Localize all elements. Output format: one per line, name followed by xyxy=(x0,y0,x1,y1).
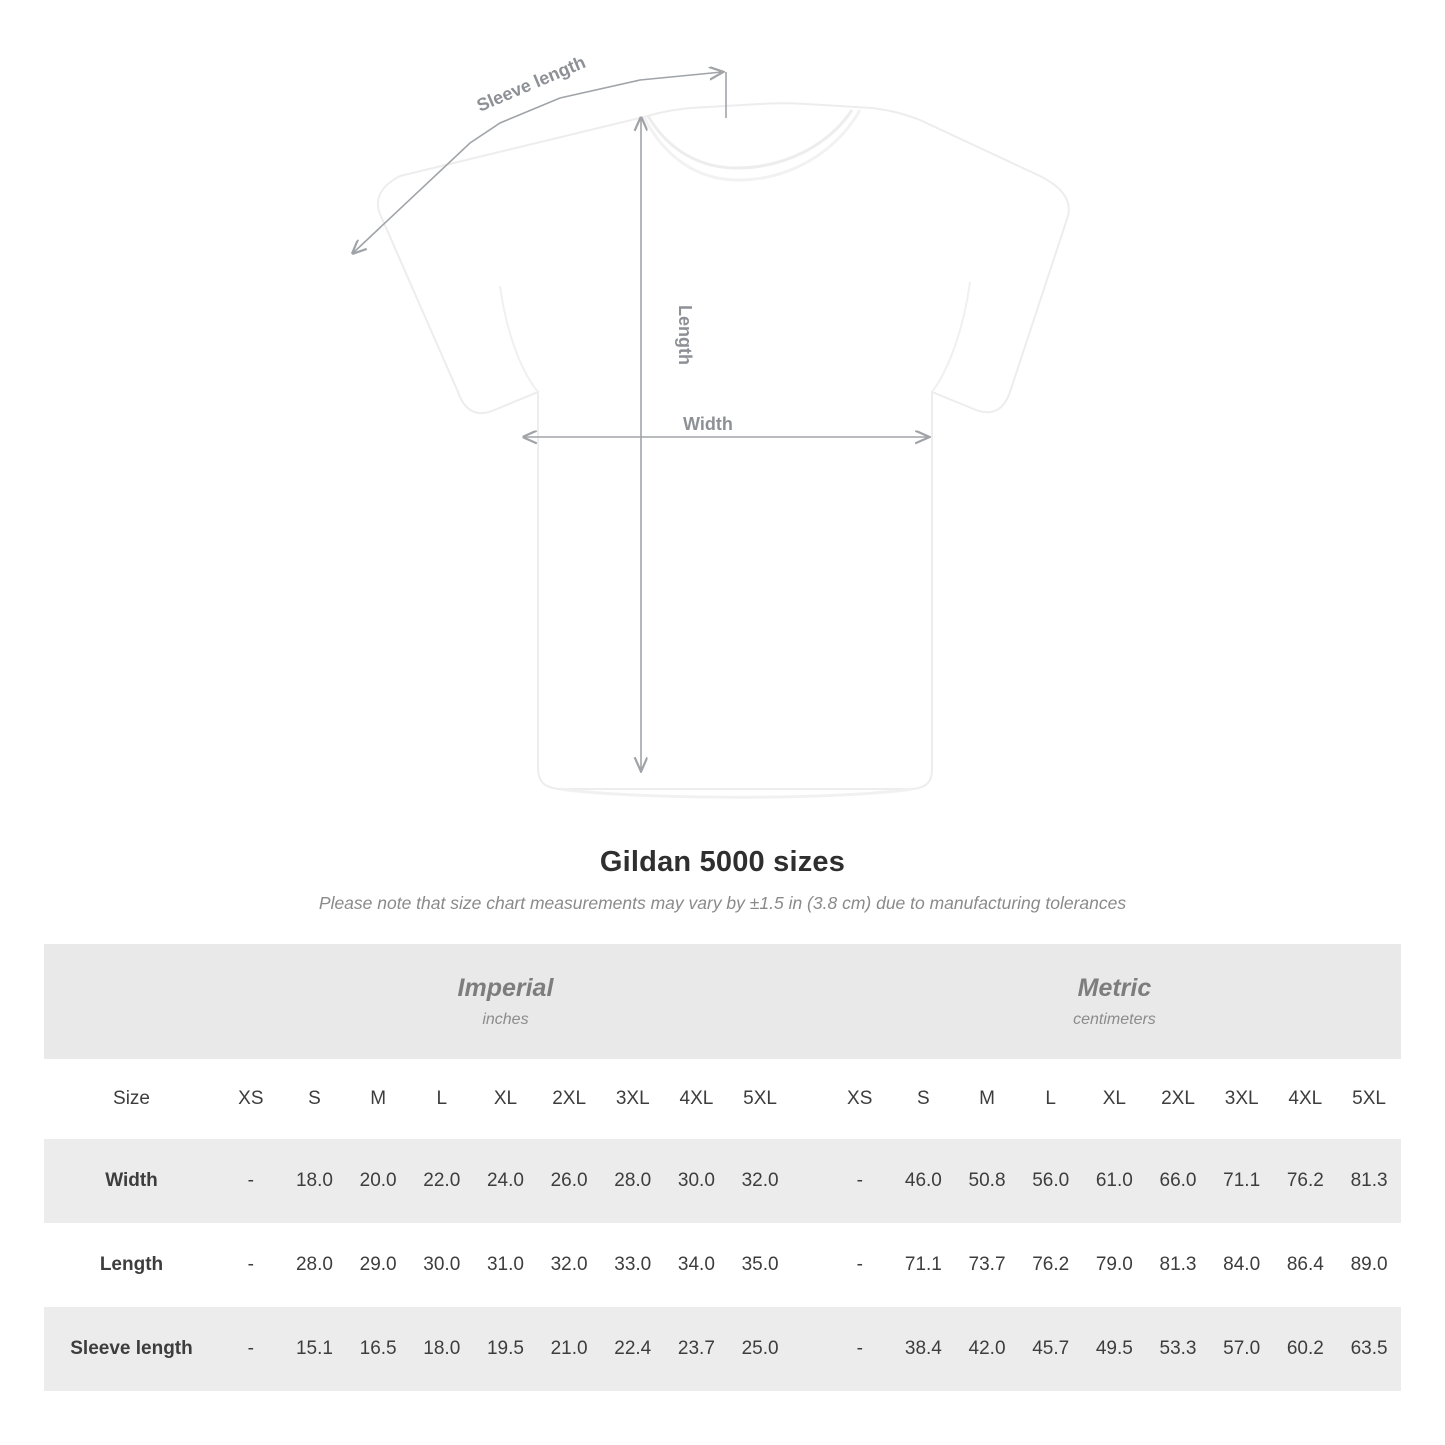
cell-width-metric-m: 50.8 xyxy=(955,1139,1019,1223)
tshirt-shape xyxy=(378,103,1069,797)
cell-length-imperial-5xl: 35.0 xyxy=(728,1223,792,1307)
col-header-imperial-4xl: 4XL xyxy=(665,1059,729,1139)
cell-sleeve-metric-4xl: 60.2 xyxy=(1274,1307,1338,1391)
unit-spacer xyxy=(44,944,219,1059)
cell-sleeve-imperial-m: 16.5 xyxy=(346,1307,410,1391)
col-header-metric-xs: XS xyxy=(828,1059,892,1139)
cell-width-imperial-2xl: 26.0 xyxy=(537,1139,601,1223)
cell-length-metric-m: 73.7 xyxy=(955,1223,1019,1307)
unit-group-imperial xyxy=(219,944,792,1059)
cell-length-imperial-xs: - xyxy=(219,1223,283,1307)
cell-length-metric-3xl: 84.0 xyxy=(1210,1223,1274,1307)
col-header-imperial-5xl: 5XL xyxy=(728,1059,792,1139)
cell-sleeve-metric-s: 38.4 xyxy=(892,1307,956,1391)
cell-length-imperial-2xl: 32.0 xyxy=(537,1223,601,1307)
cell-width-imperial-5xl: 32.0 xyxy=(728,1139,792,1223)
cell-width-imperial-xl: 24.0 xyxy=(474,1139,538,1223)
cell-length-metric-2xl: 81.3 xyxy=(1146,1223,1210,1307)
cell-sleeve-metric-m: 42.0 xyxy=(955,1307,1019,1391)
col-header-metric-s: S xyxy=(892,1059,956,1139)
tolerance-note: Please note that size chart measurements may vary by ±1.5 in (3.8 cm) due to manufacturing tolerances xyxy=(318,893,1127,913)
cell-width-imperial-l: 22.0 xyxy=(410,1139,474,1223)
col-header-imperial-xl: XL xyxy=(474,1059,538,1139)
cell-sleeve-imperial-2xl: 21.0 xyxy=(537,1307,601,1391)
col-header-metric-m: M xyxy=(955,1059,1019,1139)
row-label-width: Width xyxy=(44,1139,219,1223)
unit-group-metric-sub: centimeters xyxy=(1073,1011,1156,1028)
row-label-sleeve-length: Sleeve length xyxy=(44,1307,219,1391)
length-label: Length xyxy=(675,305,695,365)
col-header-metric-xl: XL xyxy=(1083,1059,1147,1139)
cell-length-metric-xl: 79.0 xyxy=(1083,1223,1147,1307)
unit-group-imperial-sub: inches xyxy=(482,1011,529,1028)
cell-length-imperial-s: 28.0 xyxy=(283,1223,347,1307)
cell-sleeve-imperial-xl: 19.5 xyxy=(474,1307,538,1391)
col-header-imperial-l: L xyxy=(410,1059,474,1139)
cell-sleeve-metric-l: 45.7 xyxy=(1019,1307,1083,1391)
col-header-imperial-xs: XS xyxy=(219,1059,283,1139)
cell-length-imperial-4xl: 34.0 xyxy=(665,1223,729,1307)
unit-header-row xyxy=(44,944,1401,1059)
col-header-metric-4xl: 4XL xyxy=(1274,1059,1338,1139)
cell-length-imperial-xl: 31.0 xyxy=(474,1223,538,1307)
cell-width-metric-s: 46.0 xyxy=(892,1139,956,1223)
page-title: Gildan 5000 sizes xyxy=(599,846,846,878)
title-block xyxy=(0,846,1445,914)
cell-length-metric-5xl: 89.0 xyxy=(1337,1223,1401,1307)
cell-length-imperial-m: 29.0 xyxy=(346,1223,410,1307)
col-header-imperial-2xl: 2XL xyxy=(537,1059,601,1139)
sleeve-length-label: Sleeve length xyxy=(473,51,589,116)
col-header-imperial-m: M xyxy=(346,1059,410,1139)
cell-length-metric-s: 71.1 xyxy=(892,1223,956,1307)
cell-sleeve-metric-2xl: 53.3 xyxy=(1146,1307,1210,1391)
unit-group-metric-name: Metric xyxy=(1077,974,1152,1002)
header-gap xyxy=(792,1059,828,1139)
cell-width-metric-3xl: 71.1 xyxy=(1210,1139,1274,1223)
unit-gap xyxy=(792,944,828,1059)
col-header-metric-3xl: 3XL xyxy=(1210,1059,1274,1139)
table-row xyxy=(44,1223,1401,1307)
row-label-length: Length xyxy=(44,1223,219,1307)
cell-sleeve-metric-3xl: 57.0 xyxy=(1210,1307,1274,1391)
unit-group-imperial-name: Imperial xyxy=(457,974,554,1002)
cell-width-imperial-3xl: 28.0 xyxy=(601,1139,665,1223)
table-row xyxy=(44,1307,1401,1391)
cell-width-imperial-4xl: 30.0 xyxy=(665,1139,729,1223)
cell-width-metric-2xl: 66.0 xyxy=(1146,1139,1210,1223)
col-header-metric-5xl: 5XL xyxy=(1337,1059,1401,1139)
width-label: Width xyxy=(683,414,733,434)
cell-sleeve-imperial-l: 18.0 xyxy=(410,1307,474,1391)
cell-width-metric-xs: - xyxy=(828,1139,892,1223)
cell-sleeve-imperial-xs: - xyxy=(219,1307,283,1391)
cell-length-imperial-3xl: 33.0 xyxy=(601,1223,665,1307)
cell-sleeve-metric-xl: 49.5 xyxy=(1083,1307,1147,1391)
col-header-imperial-s: S xyxy=(283,1059,347,1139)
cell-sleeve-imperial-3xl: 22.4 xyxy=(601,1307,665,1391)
cell-width-imperial-m: 20.0 xyxy=(346,1139,410,1223)
size-table xyxy=(44,944,1401,1391)
row-gap-length xyxy=(792,1223,828,1307)
cell-sleeve-imperial-4xl: 23.7 xyxy=(665,1307,729,1391)
cell-length-imperial-l: 30.0 xyxy=(410,1223,474,1307)
cell-sleeve-metric-5xl: 63.5 xyxy=(1337,1307,1401,1391)
size-table-wrap xyxy=(0,944,1445,1391)
col-header-imperial-3xl: 3XL xyxy=(601,1059,665,1139)
cell-width-imperial-s: 18.0 xyxy=(283,1139,347,1223)
row-gap-sleeve xyxy=(792,1307,828,1391)
col-header-metric-l: L xyxy=(1019,1059,1083,1139)
size-header-label: Size xyxy=(44,1059,219,1139)
cell-width-metric-l: 56.0 xyxy=(1019,1139,1083,1223)
col-header-metric-2xl: 2XL xyxy=(1146,1059,1210,1139)
cell-width-metric-5xl: 81.3 xyxy=(1337,1139,1401,1223)
cell-width-metric-xl: 61.0 xyxy=(1083,1139,1147,1223)
cell-sleeve-imperial-5xl: 25.0 xyxy=(728,1307,792,1391)
cell-length-metric-l: 76.2 xyxy=(1019,1223,1083,1307)
unit-group-metric xyxy=(828,944,1401,1059)
cell-length-metric-xs: - xyxy=(828,1223,892,1307)
cell-sleeve-imperial-s: 15.1 xyxy=(283,1307,347,1391)
cell-sleeve-metric-xs: - xyxy=(828,1307,892,1391)
size-header-row xyxy=(44,1059,1401,1139)
cell-width-metric-4xl: 76.2 xyxy=(1274,1139,1338,1223)
cell-width-imperial-xs: - xyxy=(219,1139,283,1223)
row-gap-width xyxy=(792,1139,828,1223)
cell-length-metric-4xl: 86.4 xyxy=(1274,1223,1338,1307)
table-row xyxy=(44,1139,1401,1223)
